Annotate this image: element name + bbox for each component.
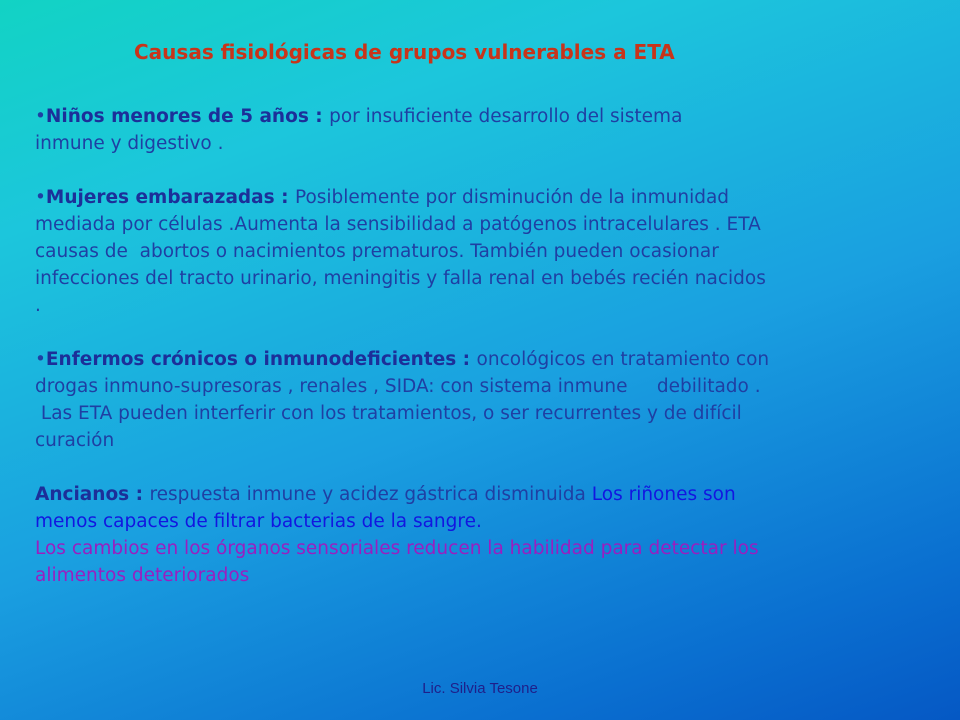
- paragraph-ninos: [35, 103, 925, 157]
- heading-enfermos: Enfermos crónicos o inmunodeficientes :: [45, 349, 477, 370]
- footer-author: Lic. Silvia Tesone: [422, 680, 538, 697]
- text-line-magenta: alimentos deteriorados: [35, 565, 250, 586]
- text-line: inmune y digestivo .: [35, 133, 224, 154]
- text-line-blue: menos capaces de filtrar bacterias de la sangre.: [35, 511, 482, 532]
- heading-ninos: Niños menores de 5 años :: [45, 106, 330, 127]
- slide-title: Causas fisiológicas de grupos vulnerables a ETA: [134, 40, 675, 64]
- slide-body: [35, 103, 925, 616]
- text-line: por insuficiente desarrollo del sistema: [329, 106, 683, 127]
- text-line: drogas inmuno-supresoras , renales , SIDA: con sistema inmune debilitado .: [35, 376, 761, 397]
- paragraph-mujeres: [35, 184, 925, 319]
- paragraph-ancianos: [35, 481, 925, 589]
- heading-ancianos: Ancianos :: [35, 484, 150, 505]
- text-line: respuesta inmune y acidez gástrica disminuida: [149, 484, 592, 505]
- text-line-magenta: Los cambios en los órganos sensoriales reducen la habilidad para detectar los: [35, 538, 759, 559]
- text-line: mediada por células .Aumenta la sensibilidad a patógenos intracelulares . ETA: [35, 214, 761, 235]
- heading-mujeres: Mujeres embarazadas :: [45, 187, 295, 208]
- bullet: •: [35, 349, 46, 370]
- text-line: curación: [35, 430, 115, 451]
- paragraph-enfermos: [35, 346, 925, 454]
- bullet: •: [35, 187, 46, 208]
- bullet: •: [35, 106, 46, 127]
- text-line: causas de abortos o nacimientos prematuros. También pueden ocasionar: [35, 241, 719, 262]
- text-line: Las ETA pueden interferir con los tratamientos, o ser recurrentes y de difícil: [35, 403, 742, 424]
- text-line: infecciones del tracto urinario, meningitis y falla renal en bebés recién nacidos: [35, 268, 766, 289]
- text-line: .: [35, 295, 41, 316]
- text-line: oncológicos en tratamiento con: [476, 349, 770, 370]
- text-line-blue: Los riñones son: [591, 484, 736, 505]
- text-line: Posiblemente por disminución de la inmunidad: [294, 187, 730, 208]
